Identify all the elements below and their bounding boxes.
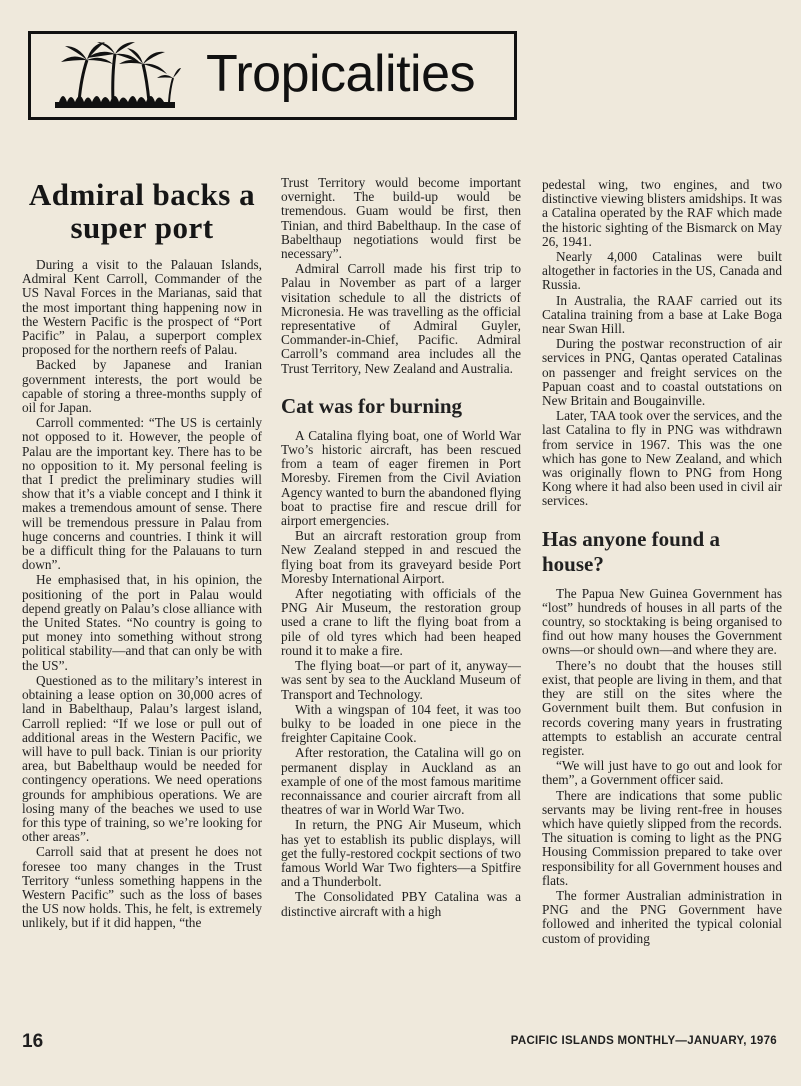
page-number: 16 bbox=[22, 1031, 44, 1052]
article-paragraph: Backed by Japanese and Iranian government interests, the port would be capable of storing a three-months supply of oil for Japan. bbox=[22, 357, 262, 416]
article-paragraph: With a wingspan of 104 feet, it was too bulky to be loaded in one piece in the freighter Capitaine Cook. bbox=[281, 701, 521, 746]
article-paragraph: He emphasised that, in his opinion, the positioning of the port in Palau would depend greatly on Palau’s close alliance with the United States. “No country is going to put money into something without strong political stability—and that can only be with the US”. bbox=[22, 572, 262, 673]
column-2 bbox=[281, 176, 521, 1031]
article-paragraph: After negotiating with officials of the PNG Air Museum, the restoration group used a crane to lift the flying boat from a pile of old tyres which had been heaped round it to make a fire. bbox=[281, 586, 521, 658]
article-paragraph: During a visit to the Palauan Islands, Admiral Kent Carroll, Commander of the US Naval Forces in the Marianas, said that the most important thing happening now in the Western Pacific is the prospect of “Port Pacific” in Palau, a superport complex proposed for the northern reefs of Palau. bbox=[22, 257, 262, 358]
article-paragraph: A Catalina flying boat, one of World War Two’s historic aircraft, has been rescued from a team of eager firemen in Port Moresby. Firemen from the Civil Aviation Agency wanted to burn the abandoned flying boat to practise fire and rescue drill for airport emergencies. bbox=[281, 427, 521, 529]
article-paragraph: Later, TAA took over the services, and the last Catalina to fly in PNG was withdrawn from service in 1967. This was the one which has gone to New Zealand, and which was originally flown to PNG from Hong Kong where it had also been used in civil air services. bbox=[542, 408, 782, 509]
article-headline-has-anyone-found-a-house: Has anyone found a house? bbox=[542, 526, 720, 576]
article-paragraph: But an aircraft restoration group from New Zealand stepped in and rescued the flying boat from its graveyard beside Port Moresby International Airport. bbox=[281, 528, 521, 586]
article-paragraph: Questioned as to the military’s interest in obtaining a lease option on 30,000 acres of land in Babelthaup, Palau’s largest island, Carroll replied: “If we lose or pull out of additional areas in the Western Pacific, we will have to pull back. Tinian is our priority area, but Babelthaup would be needed for contingency operations. We need operations grounds for amphibious operations. We are losing many of the beaches we used to use for this type of training, so we’re looking for other areas”. bbox=[22, 672, 262, 845]
article-headline-cat-was-for-burning: Cat was for burning bbox=[281, 393, 463, 418]
article-paragraph: There’s no doubt that the houses still exist, that people are living in them, and that they are still on the sites where the Government built them. But confusion in records covering many years in frustrating attempts to establish an accurate central register. bbox=[542, 657, 782, 758]
column-1 bbox=[22, 172, 262, 1027]
article-headline-super-port: Admiral backs a super port bbox=[28, 177, 256, 245]
article-paragraph: Carroll commented: “The US is certainly not opposed to it. However, the people of Palau are the important key. There has to be no opposition to it. My personal feeling is that I predict the preliminary studies will show that it’s a viable concept and I think it makes a tremendous amount of sense. There will be tremendous pressure in Palau from huge concerns and countries. I think it will be a difficult thing for the Palauans to turn down”. bbox=[22, 415, 262, 573]
article-paragraph: In Australia, the RAAF carried out its Catalina training from a base at Lake Boga near Swan Hill. bbox=[542, 292, 782, 337]
article-paragraph: Trust Territory would become important overnight. The build-up would be tremendous. Guam would be first, then Tinian, and third Babelthaup. In the case of Babelthaup negotiations would first be necessary”. bbox=[281, 176, 521, 262]
footer-credit: PACIFIC ISLANDS MONTHLY—JANUARY, 1976 bbox=[510, 1035, 777, 1047]
article-paragraph: The flying boat—or part of it, anyway—was sent by sea to the Auckland Museum of Transport and Technology. bbox=[281, 658, 521, 702]
palm-trees-icon bbox=[51, 40, 181, 112]
article-paragraph: In return, the PNG Air Museum, which has yet to establish its public displays, will get the fully-restored cockpit sections of two famous World War Two fighters—a Spitfire and a Thunderbolt. bbox=[281, 817, 521, 890]
article-paragraph: Carroll said that at present he does not foresee too many changes in the Trust Territory “unless something happens in the Western Pacific” such as the loss of bases the US now holds. This, he felt, is extremely unlikely, but if it did happen, “the bbox=[22, 844, 262, 931]
section-title: Tropicalities bbox=[206, 45, 475, 103]
article-paragraph: The Consolidated PBY Catalina was a distinctive aircraft with a high bbox=[281, 889, 521, 919]
column-3 bbox=[542, 178, 782, 1033]
article-paragraph: After restoration, the Catalina will go on permanent display in Auckland as an example of one of the most famous maritime reconnaissance and courier aircraft from all theatres of war in World War Two. bbox=[281, 745, 521, 818]
article-paragraph: During the postwar reconstruction of air services in PNG, Qantas operated Catalinas on passenger and freight services on the Papuan coast and to coastal outstations on New Britain and Bougainville. bbox=[542, 336, 782, 409]
section-masthead bbox=[28, 31, 517, 120]
article-paragraph: “We will just have to go out and look for them”, a Government officer said. bbox=[542, 758, 782, 788]
article-paragraph: Admiral Carroll made his first trip to Palau in November as part of a larger visitation schedule to all the districts of Micronesia. He was travelling as the official representative of Admiral Guyler, Commander-in-Chief, Pacific. Admiral Carroll’s command area includes all the Trust Territory, New Zealand and Australia. bbox=[281, 261, 521, 376]
article-paragraph: The Papua New Guinea Government has “lost” hundreds of houses in all parts of the country, so stocktaking is being organised to find out how many houses the Government owns—or should own—and where they are. bbox=[542, 585, 782, 658]
article-paragraph: Nearly 4,000 Catalinas were built altogether in factories in the US, Canada and Russia. bbox=[542, 249, 782, 293]
article-paragraph: The former Australian administration in PNG and the PNG Government have followed and inherited the typical colonial custom of providing bbox=[542, 887, 782, 946]
article-paragraph: pedestal wing, two engines, and two distinctive viewing blisters amidships. It was a Catalina operated by the RAF which made the historic sighting of the Bismarck on May 26, 1941. bbox=[542, 178, 782, 249]
article-paragraph: There are indications that some public servants may be living rent-free in houses which have quietly slipped from the records. The situation is coming to light as the PNG Housing Commission prepared to take over responsibility for all Government houses and flats. bbox=[542, 787, 782, 888]
